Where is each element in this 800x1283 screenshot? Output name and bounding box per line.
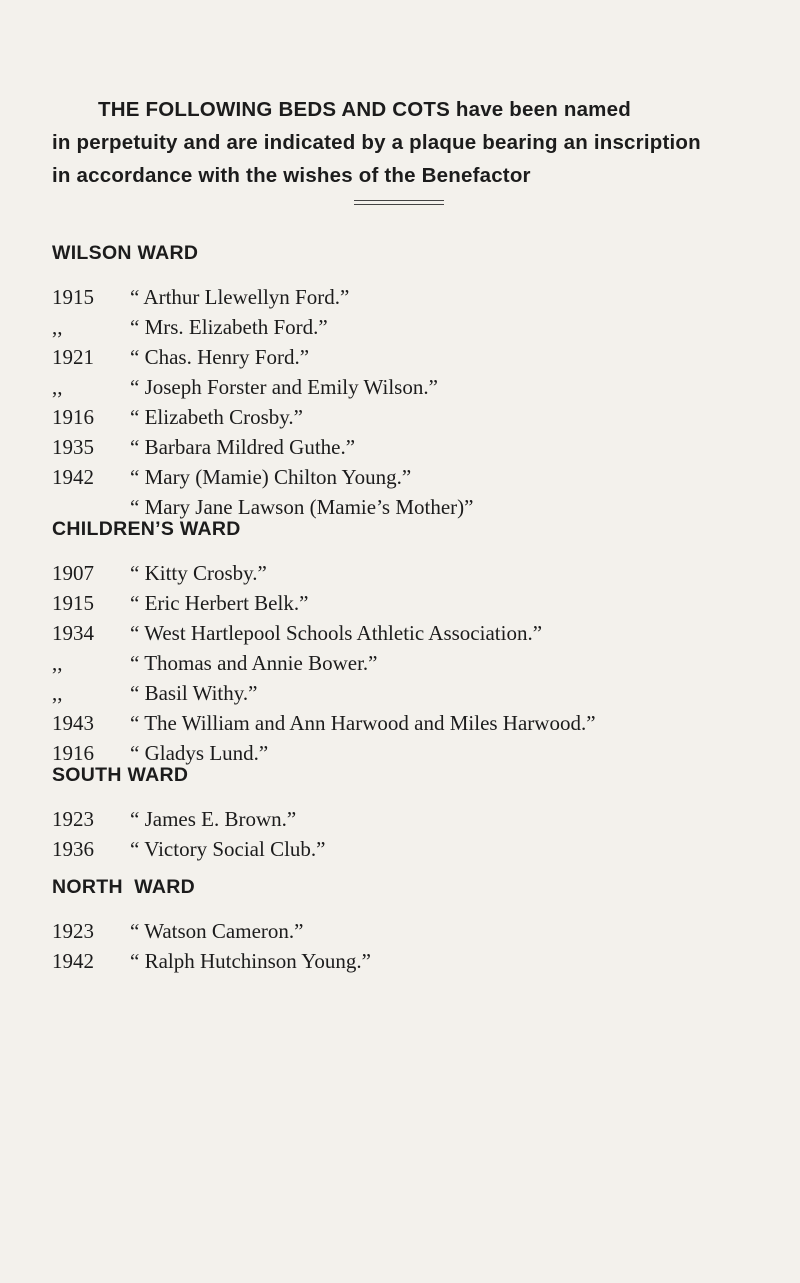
intro-paragraph: [52, 93, 758, 192]
list-item: [52, 946, 371, 976]
entry-name: “ Watson Cameron.”: [130, 919, 304, 943]
entry-name: “ Ralph Hutchinson Young.”: [130, 949, 371, 973]
entry-year: 1942: [52, 465, 94, 489]
entry-name: “ Victory Social Club.”: [130, 837, 326, 861]
entry-name: “ Chas. Henry Ford.”: [130, 345, 310, 369]
ward-title-childrens: CHILDREN’S WARD: [52, 518, 241, 540]
entry-year: 1921: [52, 345, 94, 369]
list-item: [52, 708, 596, 738]
entry-name: “ Gladys Lund.”: [130, 741, 269, 765]
list-item: [52, 648, 596, 678]
entry-name: “ Thomas and Annie Bower.”: [130, 651, 378, 675]
divider-top: [354, 200, 444, 205]
ward-list-south: [52, 804, 325, 864]
entry-year: ,,: [52, 681, 63, 705]
list-item: [52, 462, 473, 492]
ward-title-wilson: WILSON WARD: [52, 242, 199, 264]
entry-name: “ Mary (Mamie) Chilton Young.”: [130, 465, 412, 489]
list-item: [52, 432, 473, 462]
entry-year: 1943: [52, 711, 94, 735]
list-item: [52, 312, 473, 342]
entry-name: “ Mrs. Elizabeth Ford.”: [130, 315, 328, 339]
list-item: [52, 282, 473, 312]
ward-list-wilson: [52, 282, 473, 522]
entry-year: 1923: [52, 919, 94, 943]
entry-name: “ Arthur Llewellyn Ford.”: [130, 285, 350, 309]
entry-year: 1935: [52, 435, 94, 459]
list-item: [52, 678, 596, 708]
entry-name: “ West Hartlepool Schools Athletic Association.”: [130, 621, 543, 645]
entry-year: ,,: [52, 375, 63, 399]
ward-list-childrens: [52, 558, 596, 768]
entry-name: “ Eric Herbert Belk.”: [130, 591, 309, 615]
intro-line-1: THE FOLLOWING BEDS AND COTS have been named: [98, 98, 631, 121]
entry-year: ,,: [52, 651, 63, 675]
entry-name: “ James E. Brown.”: [130, 807, 297, 831]
entry-name: “ Kitty Crosby.”: [130, 561, 267, 585]
entry-year: 1934: [52, 621, 94, 645]
list-item: [52, 834, 325, 864]
list-item: [52, 588, 596, 618]
entry-year: 1916: [52, 405, 94, 429]
entry-year: 1936: [52, 837, 94, 861]
entry-name: “ Barbara Mildred Guthe.”: [130, 435, 356, 459]
entry-year: 1916: [52, 741, 94, 765]
list-item: [52, 372, 473, 402]
intro-line-2: in perpetuity and are indicated by a plaque bearing an inscription: [52, 131, 701, 154]
entry-name: “ Mary Jane Lawson (Mamie’s Mother)”: [130, 495, 474, 519]
entry-year: 1915: [52, 285, 94, 309]
entry-year: 1923: [52, 807, 94, 831]
list-item: [52, 618, 596, 648]
entry-name: “ Joseph Forster and Emily Wilson.”: [130, 375, 438, 399]
ward-list-north: [52, 916, 371, 976]
ward-title-south: SOUTH WARD: [52, 764, 189, 786]
list-item: [52, 342, 473, 372]
entry-name: “ The William and Ann Harwood and Miles Harwood.”: [130, 711, 596, 735]
entry-year: 1942: [52, 949, 94, 973]
entry-year: ,,: [52, 315, 63, 339]
list-item: [52, 402, 473, 432]
list-item: [52, 916, 371, 946]
entry-year: 1907: [52, 561, 94, 585]
list-item: [52, 558, 596, 588]
ward-title-north: NORTH WARD: [52, 876, 196, 898]
list-item: [52, 804, 325, 834]
entry-name: “ Basil Withy.”: [130, 681, 258, 705]
intro-line-3: in accordance with the wishes of the Benefactor: [52, 164, 531, 187]
entry-name: “ Elizabeth Crosby.”: [130, 405, 303, 429]
entry-year: 1915: [52, 591, 94, 615]
